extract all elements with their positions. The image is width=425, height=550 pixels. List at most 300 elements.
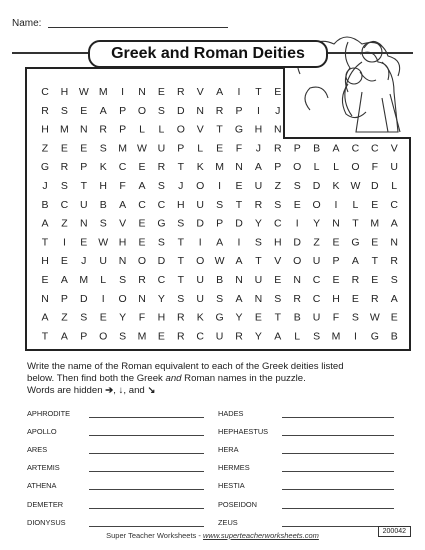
grid-letter: R: [254, 198, 263, 211]
grid-letter: K: [196, 311, 204, 324]
grid-letter: I: [237, 86, 241, 98]
deity-illustration: [290, 14, 414, 136]
deity-name: HADES: [218, 408, 244, 418]
answer-line[interactable]: [89, 481, 204, 490]
grid-letter: T: [80, 180, 88, 192]
grid-letter: L: [197, 142, 204, 155]
deity-name: ARTEMIS: [27, 463, 60, 473]
answer-line[interactable]: [89, 427, 204, 436]
grid-letter: H: [41, 255, 49, 268]
grid-letter: A: [254, 161, 262, 174]
grid-letter: F: [235, 142, 243, 155]
grid-letter: S: [274, 198, 282, 211]
grid-letter: T: [177, 255, 185, 268]
grid-letter: A: [138, 180, 146, 192]
grid-letter: H: [274, 236, 282, 249]
name-line: [48, 27, 228, 28]
grid-letter: C: [312, 292, 321, 305]
grid-letter: U: [312, 311, 321, 324]
grid-letter: T: [255, 86, 262, 98]
grid-letter: L: [313, 161, 320, 174]
grid-letter: A: [235, 292, 243, 305]
grid-letter: M: [118, 142, 127, 155]
grid-letter: T: [177, 161, 185, 174]
grid-letter: I: [218, 180, 222, 192]
grid-letter: A: [216, 236, 224, 249]
grid-letter: B: [99, 198, 107, 211]
grid-letter: A: [60, 274, 68, 286]
grid-letter: F: [332, 311, 340, 324]
grid-letter: K: [332, 180, 340, 192]
grid-letter: C: [60, 198, 69, 211]
grid-letter: D: [371, 180, 379, 192]
grid-letter: U: [254, 274, 263, 286]
grid-letter: A: [119, 198, 127, 211]
grid-letter: O: [293, 255, 302, 268]
grid-letter: N: [80, 123, 88, 136]
grid-letter: U: [196, 198, 204, 211]
grid-letter: S: [80, 311, 88, 324]
grid-letter: L: [333, 161, 339, 174]
grid-letter: T: [177, 236, 185, 249]
grid-letter: L: [352, 198, 359, 211]
grid-letter: L: [139, 123, 145, 136]
list-item: [218, 440, 394, 458]
grid-letter: A: [41, 311, 49, 324]
grid-letter: W: [350, 180, 361, 192]
grid-letter: E: [235, 180, 243, 192]
grid-letter: Z: [61, 217, 68, 230]
grid-letter: W: [98, 236, 109, 249]
grid-letter: F: [371, 161, 379, 174]
grid-letter: J: [178, 180, 184, 192]
grid-letter: Y: [235, 311, 243, 324]
list-item: [218, 422, 394, 440]
grid-letter: M: [79, 274, 89, 286]
answer-line[interactable]: [89, 463, 204, 472]
footer: [0, 531, 425, 540]
deity-name: ATHENA: [27, 481, 57, 491]
grid-letter: O: [137, 255, 147, 268]
grid-letter: A: [390, 292, 398, 305]
grid-letter: R: [351, 274, 360, 286]
grid-letter: T: [352, 217, 359, 230]
grid-letter: E: [371, 198, 379, 211]
grid-letter: S: [60, 180, 68, 192]
grid-letter: C: [312, 274, 321, 286]
grid-letter: S: [177, 217, 185, 230]
grid-letter: C: [138, 198, 146, 211]
grid-letter: W: [78, 86, 89, 98]
list-item: [218, 459, 394, 477]
grid-letter: C: [390, 198, 398, 211]
grid-letter: R: [235, 330, 243, 343]
grid-letter: Z: [61, 311, 68, 324]
grid-letter: U: [196, 274, 204, 286]
grid-letter: L: [158, 123, 165, 136]
grid-letter: U: [157, 142, 166, 155]
grid-letter: S: [99, 142, 107, 155]
grid-letter: E: [351, 292, 359, 305]
grid-letter: K: [196, 161, 204, 174]
grid-letter: M: [98, 86, 108, 98]
grid-letter: E: [80, 142, 88, 155]
grid-letter: D: [196, 217, 204, 230]
grid-letter: E: [254, 311, 262, 324]
deity-name: DIONYSUS: [27, 517, 66, 527]
grid-letter: S: [99, 217, 107, 230]
page-title: Greek and Roman Deities: [88, 40, 328, 68]
grid-letter: R: [177, 330, 185, 343]
grid-letter: N: [196, 104, 204, 117]
grid-letter: T: [274, 311, 282, 324]
grid-letter: N: [332, 217, 340, 230]
grid-letter: D: [235, 217, 243, 230]
grid-letter: G: [40, 161, 50, 174]
greek-deities-left: [27, 404, 204, 531]
grid-letter: D: [80, 292, 88, 305]
grid-letter: I: [295, 217, 299, 230]
down-arrow-icon: ↓: [118, 385, 124, 396]
grid-letter: D: [312, 180, 321, 192]
grid-letter: E: [274, 274, 282, 286]
grid-letter: W: [137, 142, 147, 155]
grid-letter: R: [138, 274, 146, 286]
grid-letter: C: [371, 142, 379, 155]
grid-letter: O: [99, 330, 108, 343]
grid-letter: E: [138, 217, 146, 230]
grid-letter: J: [275, 104, 281, 117]
right-arrow-icon: ➔: [105, 385, 114, 396]
grid-letter: E: [138, 236, 146, 249]
grid-letter: V: [196, 123, 204, 136]
grid-letter: B: [216, 274, 224, 286]
grid-letter: O: [312, 198, 321, 211]
instructions-and: and: [165, 373, 182, 384]
grid-letter: E: [41, 274, 49, 286]
grid-letter: O: [118, 292, 127, 305]
grid-letter: S: [157, 236, 165, 249]
grid-letter: J: [42, 180, 48, 192]
grid-letter: E: [157, 330, 165, 343]
grid-letter: S: [351, 311, 359, 324]
diagonal-arrow-icon: ↘: [147, 385, 156, 396]
grid-letter: P: [177, 142, 185, 155]
grid-letter: P: [332, 255, 340, 268]
grid-letter: N: [41, 292, 49, 305]
list-item: [27, 404, 204, 422]
list-item: [27, 440, 204, 458]
answer-line[interactable]: [282, 409, 394, 418]
grid-letter: C: [157, 198, 166, 211]
deity-name: HESTIA: [218, 481, 245, 491]
grid-letter: H: [60, 86, 69, 98]
grid-letter: U: [254, 180, 263, 192]
list-item: [218, 513, 394, 531]
list-item: [27, 422, 204, 440]
and-word: and: [128, 385, 145, 396]
grid-letter: C: [118, 161, 127, 174]
grid-letter: E: [138, 161, 146, 174]
grid-letter: S: [293, 180, 301, 192]
grid-letter: O: [293, 161, 302, 174]
grid-letter: D: [293, 236, 301, 249]
grid-letter: G: [157, 217, 166, 230]
grid-letter: R: [371, 292, 379, 305]
grid-letter: Y: [254, 217, 262, 230]
grid-letter: I: [237, 236, 241, 249]
grid-letter: C: [157, 274, 166, 286]
greek-deities-right: [218, 404, 394, 531]
grid-letter: U: [196, 292, 204, 305]
grid-letter: I: [198, 236, 202, 249]
grid-letter: S: [216, 198, 224, 211]
grid-letter: B: [41, 198, 49, 211]
answer-line[interactable]: [89, 518, 204, 527]
grid-letter: A: [216, 86, 224, 98]
grid-letter: J: [255, 142, 262, 155]
grid-letter: P: [119, 123, 127, 136]
deity-name: DEMETER: [27, 499, 64, 509]
grid-letter: S: [119, 274, 127, 286]
deity-name: APOLLO: [27, 426, 57, 436]
grid-letter: P: [293, 142, 301, 155]
grid-letter: H: [157, 311, 166, 324]
grid-letter: O: [351, 161, 360, 174]
instructions: [27, 361, 399, 397]
grid-letter: Z: [274, 180, 282, 192]
grid-letter: S: [157, 180, 165, 192]
grid-letter: C: [196, 330, 204, 343]
list-item: [218, 477, 394, 495]
comma: ,: [113, 385, 116, 396]
list-item: [27, 477, 204, 495]
grid-letter: V: [196, 86, 204, 98]
grid-letter: E: [157, 86, 165, 98]
grid-letter: E: [371, 236, 379, 249]
comma: ,: [123, 385, 127, 396]
footer-text: Super Teacher Worksheets -: [106, 531, 203, 540]
grid-letter: Y: [254, 330, 262, 343]
answer-line[interactable]: [282, 500, 394, 509]
grid-letter: W: [214, 255, 225, 268]
answer-line[interactable]: [282, 481, 394, 490]
answer-line[interactable]: [282, 463, 394, 472]
grid-letter: T: [371, 255, 379, 268]
grid-letter: S: [157, 104, 165, 117]
list-item: [27, 495, 204, 513]
grid-letter: P: [274, 161, 282, 174]
grid-letter: Z: [313, 236, 320, 249]
grid-letter: D: [177, 104, 185, 117]
grid-letter: G: [215, 311, 224, 324]
grid-letter: D: [157, 255, 166, 268]
grid-letter: E: [332, 274, 340, 286]
grid-letter: G: [351, 236, 360, 249]
grid-letter: H: [41, 123, 49, 136]
grid-letter: Y: [157, 292, 165, 305]
grid-letter: E: [371, 274, 379, 286]
grid-letter: Y: [119, 311, 127, 324]
list-item: [218, 495, 394, 513]
grid-letter: I: [121, 86, 125, 98]
grid-letter: M: [331, 330, 341, 343]
grid-letter: N: [274, 123, 282, 136]
grid-letter: T: [216, 123, 223, 136]
grid-letter: A: [99, 104, 107, 117]
grid-letter: L: [294, 330, 301, 343]
deity-name: ZEUS: [218, 517, 238, 527]
grid-letter: I: [101, 292, 105, 305]
grid-letter: A: [351, 255, 359, 268]
deity-name: POSEIDON: [218, 499, 258, 509]
grid-letter: N: [138, 292, 146, 305]
grid-letter: E: [216, 142, 224, 155]
grid-letter: P: [80, 161, 88, 174]
grid-letter: E: [390, 311, 398, 324]
grid-letter: R: [274, 142, 282, 155]
grid-letter: A: [274, 330, 282, 343]
grid-letter: A: [41, 217, 49, 230]
grid-letter: G: [370, 330, 379, 343]
grid-letter: E: [80, 104, 88, 117]
grid-letter: P: [216, 217, 224, 230]
footer-link[interactable]: www.superteacherworksheets.com: [202, 531, 319, 540]
grid-letter: T: [235, 198, 243, 211]
grid-letter: T: [255, 255, 262, 268]
grid-letter: N: [235, 274, 243, 286]
grid-letter: N: [118, 255, 127, 268]
grid-letter: M: [137, 330, 147, 343]
grid-letter: S: [60, 104, 68, 117]
grid-letter: N: [390, 236, 398, 249]
grid-letter: N: [235, 161, 243, 174]
grid-letter: O: [196, 180, 205, 192]
list-item: [218, 404, 394, 422]
grid-letter: R: [60, 161, 69, 174]
grid-letter: S: [216, 292, 224, 305]
grid-letter: N: [254, 292, 263, 305]
grid-letter: G: [234, 123, 244, 136]
grid-letter: L: [100, 274, 107, 286]
grid-letter: R: [99, 123, 107, 136]
grid-letter: R: [293, 292, 301, 305]
grid-letter: S: [313, 330, 321, 343]
grid-letter: C: [274, 217, 282, 230]
grid-letter: E: [274, 86, 282, 98]
grid-letter: H: [99, 180, 107, 192]
grid-letter: I: [62, 236, 66, 249]
answer-line[interactable]: [89, 500, 204, 509]
answer-line[interactable]: [282, 445, 394, 454]
deity-name: HERA: [218, 444, 239, 454]
grid-letter: E: [80, 236, 88, 249]
grid-letter: R: [177, 311, 185, 324]
grid-letter: Z: [41, 142, 49, 155]
grid-letter: B: [390, 330, 398, 343]
grid-letter: A: [60, 330, 68, 343]
grid-letter: T: [41, 236, 49, 249]
grid-letter: T: [177, 274, 185, 286]
grid-letter: B: [293, 311, 301, 324]
grid-letter: R: [215, 104, 224, 117]
grid-letter: S: [119, 330, 127, 343]
grid-letter: K: [99, 161, 107, 174]
grid-letter: V: [119, 217, 127, 230]
grid-letter: H: [118, 236, 127, 249]
grid-letter: R: [390, 255, 398, 268]
grid-letter: C: [41, 86, 49, 98]
answer-line[interactable]: [89, 409, 204, 418]
grid-letter: S: [177, 292, 185, 305]
grid-letter: F: [138, 311, 146, 324]
list-item: [27, 459, 204, 477]
grid-letter: V: [274, 255, 282, 268]
grid-letter: V: [390, 142, 398, 155]
answer-line[interactable]: [89, 445, 204, 454]
deity-name: ARES: [27, 444, 48, 454]
answer-line[interactable]: [282, 427, 394, 436]
grid-letter: I: [353, 330, 357, 343]
grid-letter: O: [137, 104, 147, 117]
grid-letter: N: [293, 274, 301, 286]
grid-letter: W: [369, 311, 380, 324]
grid-letter: B: [313, 142, 321, 155]
grid-letter: R: [177, 86, 185, 98]
grid-letter: O: [176, 123, 185, 136]
grid-letter: A: [235, 255, 243, 268]
grid-letter: R: [157, 161, 166, 174]
deity-name: APHRODITE: [27, 408, 71, 418]
grid-letter: U: [99, 255, 107, 268]
instructions-line1: Write the name of the Roman equivalent to each of the Greek deities listed: [27, 361, 344, 372]
deity-name: HERMES: [218, 463, 250, 473]
grid-letter: P: [119, 104, 127, 117]
grid-letter: S: [254, 236, 262, 249]
grid-letter: F: [119, 180, 126, 192]
list-item: [27, 513, 204, 531]
grid-letter: P: [80, 330, 88, 343]
grid-letter: E: [293, 198, 301, 211]
grid-letter: O: [196, 255, 205, 268]
grid-letter: R: [41, 104, 49, 117]
grid-letter: L: [391, 180, 398, 192]
grid-letter: N: [138, 86, 146, 98]
grid-letter: E: [332, 236, 340, 249]
instructions-line2a: below. Then find both the Greek: [27, 373, 166, 384]
grid-letter: P: [235, 104, 243, 117]
grid-letter: M: [60, 123, 69, 136]
grid-letter: J: [81, 255, 87, 268]
grid-letter: U: [312, 255, 321, 268]
grid-letter: U: [390, 161, 398, 174]
grid-letter: U: [80, 198, 88, 211]
grid-letter: M: [215, 161, 224, 174]
grid-letter: P: [60, 292, 68, 305]
grid-letter: H: [254, 123, 263, 136]
instructions-line3: Words are hidden: [27, 385, 103, 396]
grid-letter: H: [177, 198, 185, 211]
grid-letter: U: [215, 330, 224, 343]
grid-letter: Y: [313, 217, 321, 230]
grid-letter: S: [274, 292, 282, 305]
grid-letter: E: [60, 142, 68, 155]
grid-letter: H: [332, 292, 340, 305]
grid-letter: S: [390, 274, 398, 286]
grid-letter: I: [256, 104, 260, 117]
name-label: Name:: [12, 18, 42, 29]
worksheet-code: 200042: [378, 526, 411, 537]
